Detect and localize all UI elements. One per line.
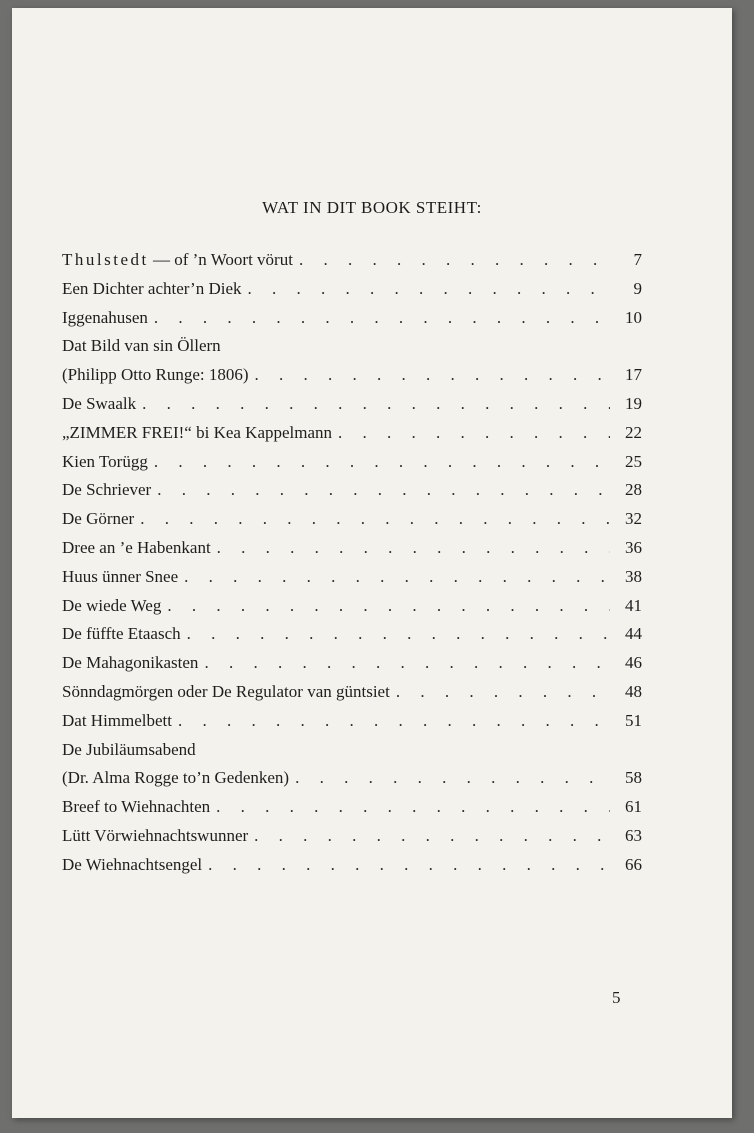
toc-entry-title: Een Dichter achter’n Diek bbox=[62, 278, 242, 298]
toc-entry-title: (Dr. Alma Rogge to’n Gedenken) bbox=[62, 768, 290, 788]
toc-entry bbox=[62, 620, 642, 649]
toc-entry-title: De wiede Weg bbox=[62, 595, 162, 615]
toc-entry bbox=[62, 476, 642, 505]
toc-entry-page: 66 bbox=[625, 854, 642, 874]
dot-leader bbox=[154, 304, 610, 333]
toc-entry bbox=[62, 793, 642, 822]
toc-entry-title: (Philipp Otto Runge: 1806) bbox=[62, 365, 249, 385]
dot-leader bbox=[208, 851, 610, 880]
toc-entry-title: Breef to Wiehnachten bbox=[62, 797, 211, 817]
toc-entry-page: 17 bbox=[625, 365, 642, 385]
toc-entry bbox=[62, 851, 642, 880]
toc-entry bbox=[62, 304, 642, 333]
dot-leader bbox=[184, 563, 610, 592]
dot-leader bbox=[140, 505, 610, 534]
toc-entry bbox=[62, 822, 642, 851]
toc-entry-title-lead: Thulstedt bbox=[62, 250, 149, 269]
dot-leader bbox=[248, 275, 610, 304]
dot-leader bbox=[338, 419, 610, 448]
dot-leader bbox=[167, 592, 610, 621]
toc-entry-title: De Görner bbox=[62, 509, 135, 529]
toc-entry-title-line1: De Jubiläumsabend bbox=[62, 739, 196, 759]
toc-entry-page: 32 bbox=[625, 509, 642, 529]
toc-entry-page: 58 bbox=[625, 768, 642, 788]
toc-entry bbox=[62, 390, 642, 419]
dot-leader bbox=[204, 649, 610, 678]
toc-entry-title: Dree an ’e Habenkant bbox=[62, 537, 211, 557]
dot-leader bbox=[217, 534, 610, 563]
dot-leader bbox=[299, 246, 610, 275]
toc-entry bbox=[62, 649, 642, 678]
toc-entry-page: 41 bbox=[625, 595, 642, 615]
toc-entry-title: De füffte Etaasch bbox=[62, 624, 181, 644]
toc-entry-page: 63 bbox=[625, 825, 642, 845]
toc-entry-page: 46 bbox=[625, 653, 642, 673]
toc-entry bbox=[62, 448, 642, 477]
toc-entry-page: 7 bbox=[633, 250, 642, 269]
toc-entry-title: Lütt Vörwiehnachtswunner bbox=[62, 825, 249, 845]
toc-entry-page: 10 bbox=[625, 307, 642, 327]
toc-entry-title: De Swaalk bbox=[62, 393, 137, 413]
dot-leader bbox=[295, 764, 610, 793]
toc-entry-page: 51 bbox=[625, 710, 642, 730]
dot-leader bbox=[255, 361, 610, 390]
toc-entry-page: 48 bbox=[625, 681, 642, 701]
toc-entry bbox=[62, 563, 642, 592]
toc-entry-page: 61 bbox=[625, 797, 642, 817]
toc-entry-page: 44 bbox=[625, 624, 642, 644]
page-title: WAT IN DIT BOOK STEIHT: bbox=[262, 198, 482, 217]
toc-entry-page: 22 bbox=[625, 422, 642, 442]
dot-leader bbox=[178, 707, 610, 736]
toc-entry-title: Sönndagmörgen oder De Regulator van güntsiet bbox=[62, 681, 390, 701]
toc-entry-title: Iggenahusen bbox=[62, 307, 148, 327]
toc-entry-title: Dat Himmelbett bbox=[62, 710, 173, 730]
toc-entry bbox=[62, 707, 642, 736]
page-number: 5 bbox=[612, 988, 621, 1007]
toc-entry bbox=[62, 505, 642, 534]
toc-entry-title bbox=[62, 246, 293, 275]
dot-leader bbox=[154, 448, 610, 477]
dot-leader bbox=[216, 793, 610, 822]
toc-entry-title: De Mahagonikasten bbox=[62, 653, 199, 673]
book-page bbox=[12, 8, 732, 1118]
toc-entry bbox=[62, 534, 642, 563]
toc-entry-title: „ZIMMER FREI!“ bi Kea Kappelmann bbox=[62, 422, 333, 442]
toc-entry-page: 19 bbox=[625, 393, 642, 413]
toc-entry bbox=[62, 275, 642, 304]
toc-entry bbox=[62, 332, 642, 390]
toc-entry-page: 9 bbox=[633, 278, 642, 298]
toc-entry bbox=[62, 419, 642, 448]
toc-entry-page: 25 bbox=[625, 451, 642, 471]
dot-leader bbox=[157, 476, 610, 505]
toc-entry-title: Huus ünner Snee bbox=[62, 566, 179, 586]
dot-leader bbox=[187, 620, 610, 649]
toc-entry-title: De Schriever bbox=[62, 480, 152, 500]
dot-leader bbox=[396, 678, 610, 707]
toc-entry-title-rest: — of ’n Woort vörut bbox=[148, 250, 293, 269]
toc-entry-page: 36 bbox=[625, 537, 642, 557]
table-of-contents bbox=[62, 246, 642, 880]
toc-entry bbox=[62, 246, 642, 275]
toc-entry-page: 28 bbox=[625, 480, 642, 500]
toc-entry bbox=[62, 736, 642, 794]
toc-entry-title-line1: Dat Bild van sin Öllern bbox=[62, 336, 221, 356]
toc-entry-title: De Wiehnachtsengel bbox=[62, 854, 203, 874]
dot-leader bbox=[142, 390, 610, 419]
toc-entry-title: Kien Torügg bbox=[62, 451, 148, 471]
toc-entry-page: 38 bbox=[625, 566, 642, 586]
dot-leader bbox=[254, 822, 610, 851]
toc-entry bbox=[62, 592, 642, 621]
toc-entry bbox=[62, 678, 642, 707]
